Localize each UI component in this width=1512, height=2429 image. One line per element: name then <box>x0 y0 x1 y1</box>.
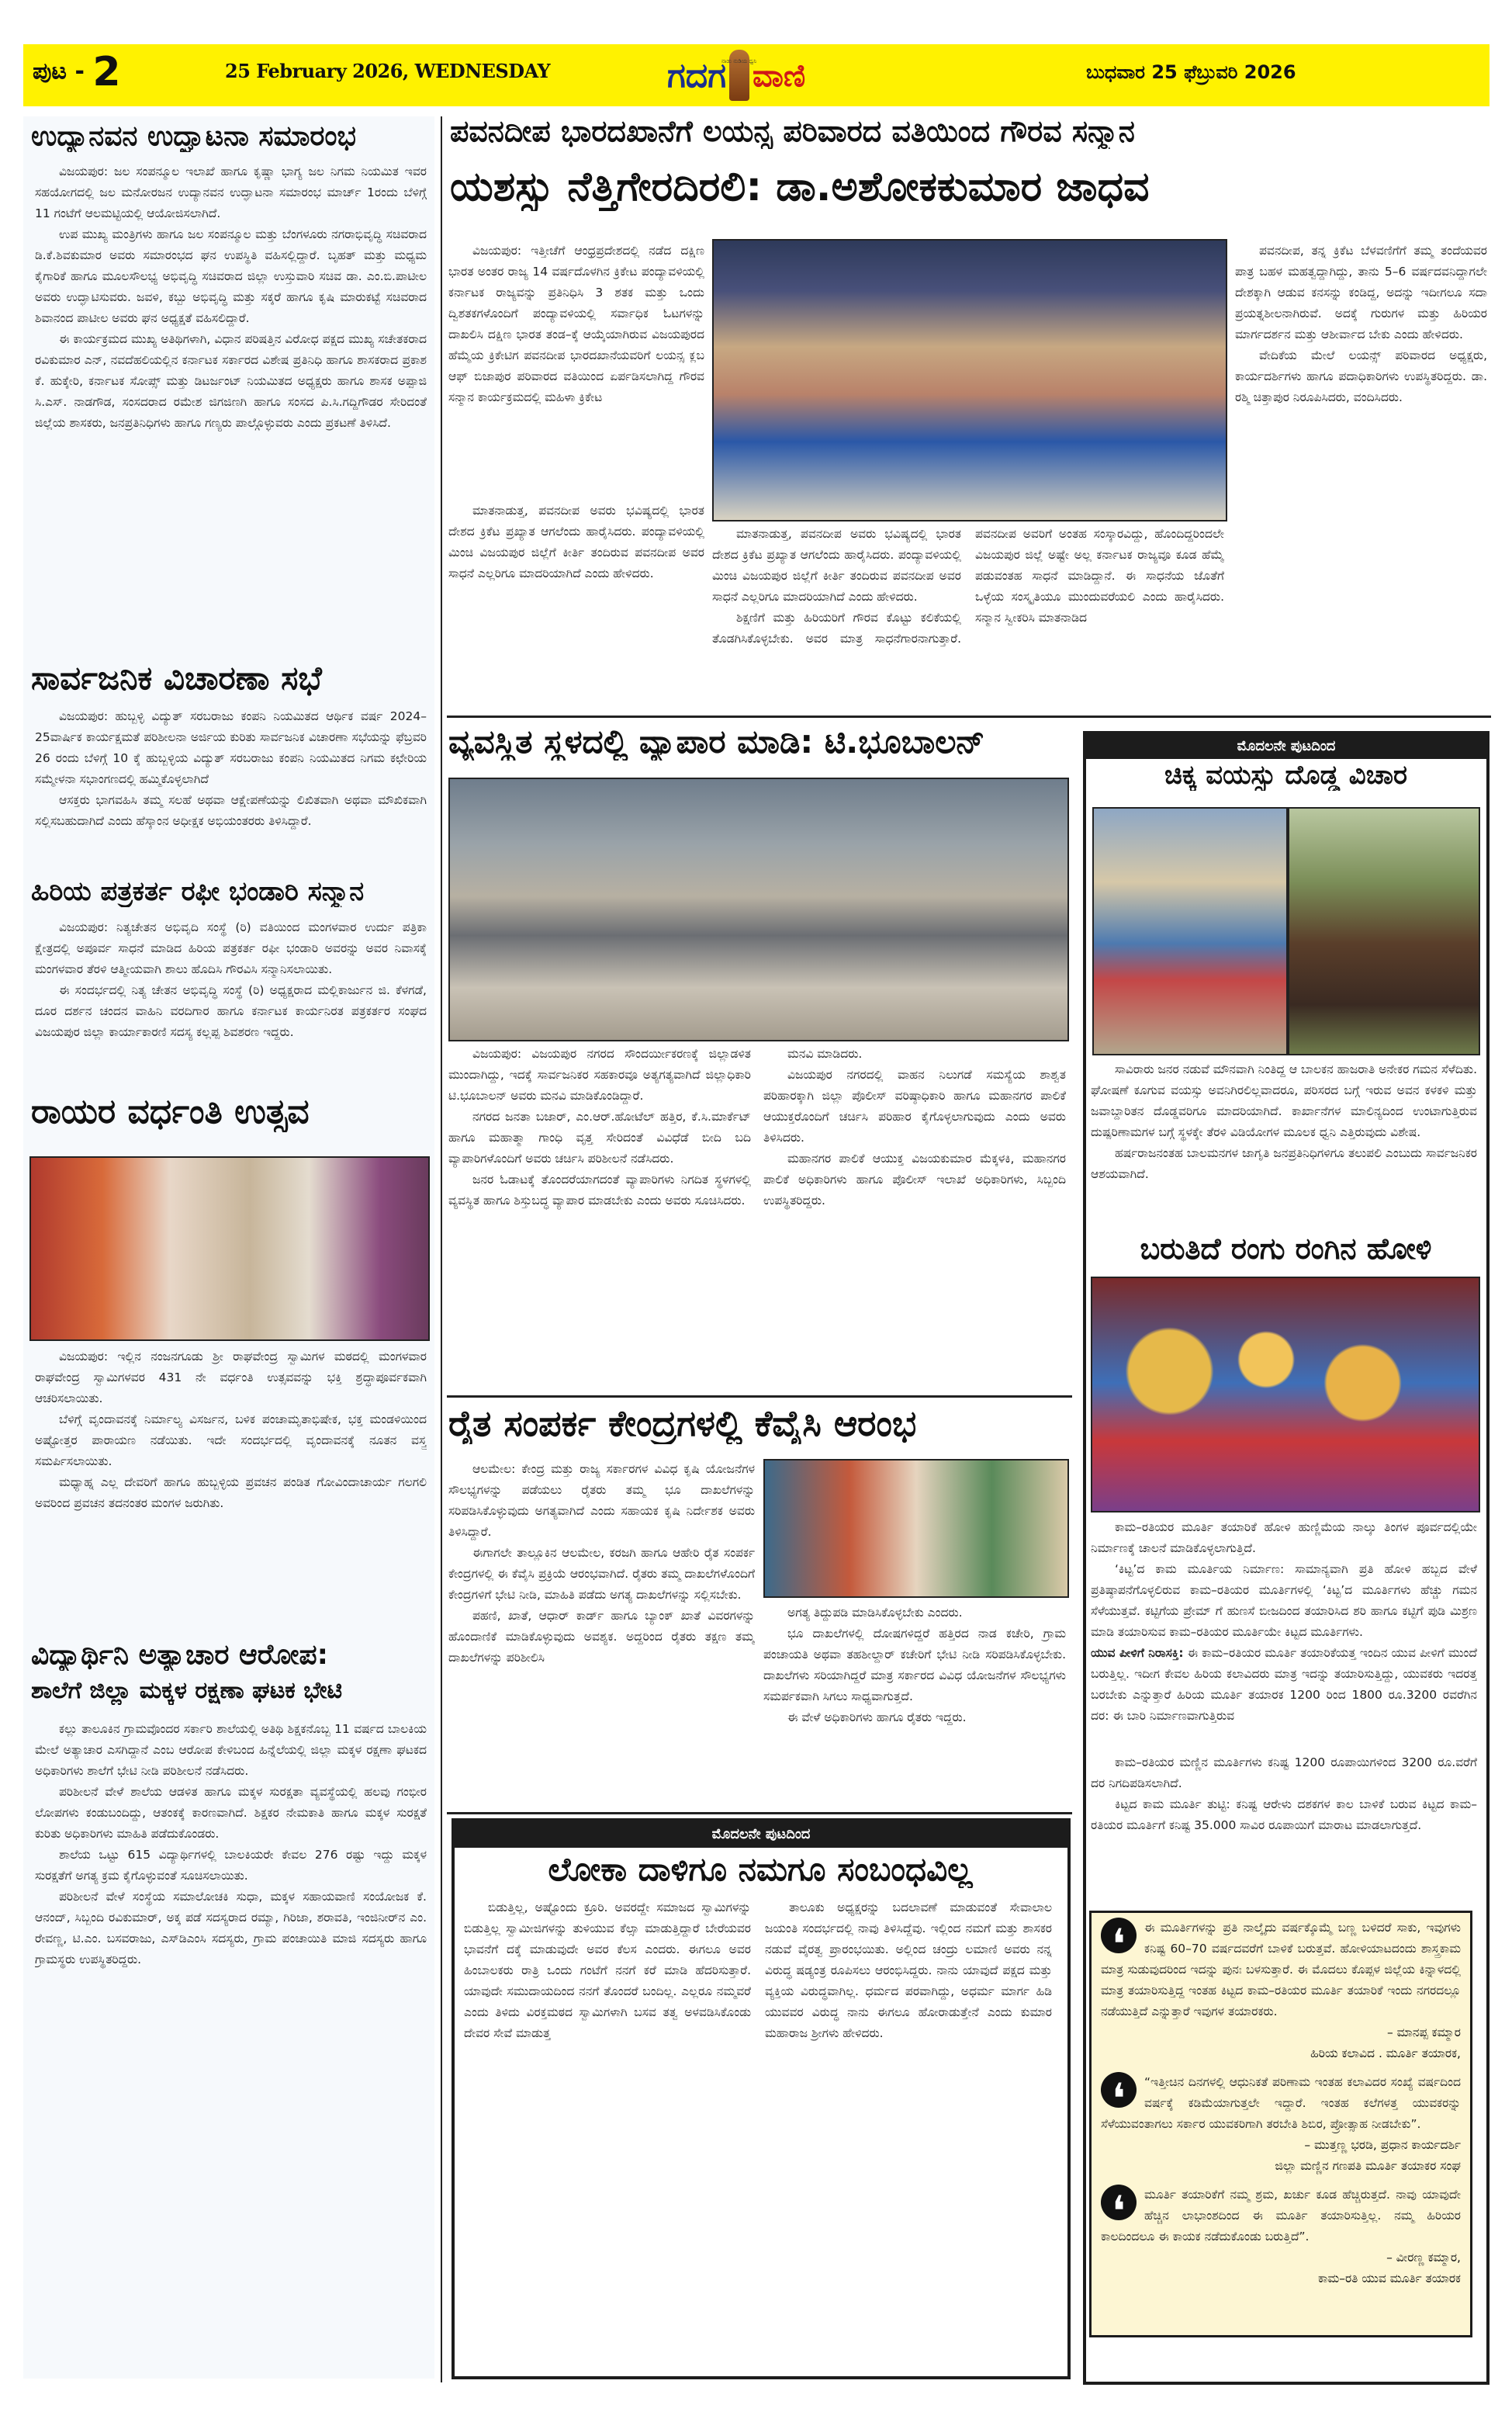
paragraph: ವಿಜಯಪುರ: ಇತ್ತೀಚೆಗೆ ಆಂಧ್ರಪ್ರದೇಶದಲ್ಲಿ ನಡೆದ ದಕ್ಷಿಣ ಭಾರತ ಅಂತರ ರಾಜ್ಯ 14 ವರ್ಷದೊಳಗಿನ ಕ್ರಿಕೇಟ ಪಂದ್ಯಾವಳಿಯಲ್ಲಿ ಕರ್ನಾಟಕ ರಾಜ್ಯವನ್ನು ಪ್ರತಿನಿಧಿಸಿ 3 ಶತಕ ಮತ್ತು ಒಂದು ದ್ವಿಶತಕಗಳೊಂದಿಗೆ ಪಂದ್ಯಾವಳಿಯಲ್ಲಿ ಸರ್ವಾಧಿಕ ಓಟಗಳನ್ನು ದಾಖಲಿಸಿ ದಕ್ಷಿಣ ಭಾರತ ತಂಡ–ಕ್ಕೆ ಆಯ್ಕೆಯಾಗಿರುವ ವಿಜಯಪುರದ ಹೆಮ್ಮೆಯ ಕ್ರಿಕೇಟಿಗ ಪವನದೀಪ ಭಾರದಖಾನೆಯವರಿಗೆ ಲಯನ್ಸ ಕ್ಲಬ ಆಫ್ ಬಿಜಾಪುರ ಪರಿವಾರದ ವತಿಯಿಂದ ಏರ್ಪಡಿಸಲಾಗಿದ್ದ ಗೌರವ ಸನ್ಮಾನ ಕಾರ್ಯಕ್ರಮದಲ್ಲಿ ಮಹಿಳಾ ಕ್ರಿಕೇಟ <box>448 244 704 404</box>
paragraph: ವಿಜಯಪುರ: ನಿತ್ಯಚೇತನ ಅಭಿವೃದಿ ಸಂಸ್ಥೆ (ರಿ) ವತಿಯಿಂದ ಮಂಗಳವಾರ ಉರ್ದು ಪತ್ರಿಕಾ ಕ್ಷೇತ್ರದಲ್ಲಿ ಅಪೂರ್ವ ಸಾಧನೆ ಮಾಡಿದ ಹಿರಿಯ ಪತ್ರಕರ್ತ ರಫೀ ಭಂಡಾರಿ ಅವರನ್ನು ಅವರ ನಿವಾಸಕ್ಕೆ ಮಂಗಳವಾರ ತೆರಳಿ ಆತ್ಮೀಯವಾಗಿ ಶಾಲು ಹೊದಿಸಿ ಗೌರವಿಸಿ ಸನ್ಮಾನಿಸಲಾಯಿತು. <box>35 920 427 976</box>
paragraph: ಈ ಕಾರ್ಯಕ್ರಮದ ಮುಖ್ಯ ಅತಿಥಿಗಳಾಗಿ, ವಿಧಾನ ಪರಿಷತ್ತಿನ ವಿರೋಧ ಪಕ್ಷದ ಮುಖ್ಯ ಸಚೇತಕರಾದ ರವಿಕುಮಾರ ಎನ್, ನವದೆಹಲಿಯಲ್ಲಿನ ಕರ್ನಾಟಕ ಸರ್ಕಾರದ ವಿಶೇಷ ಪ್ರತಿನಿಧಿ ಹಾಗೂ ಶಾಸಕರಾದ ಪ್ರಕಾಶ ಕೆ. ಹುಕ್ಕೇರಿ, ಕರ್ನಾಟಕ ಸೋಪ್ಸ್ ಮತ್ತು ಡಿಟರ್ಜಂಟ್ ನಿಯಮಿತದ ಅಧ್ಯಕ್ಷರು ಹಾಗೂ ಶಾಸಕ ಅಪ್ಪಾಜಿ ಸಿ.ಎಸ್. ನಾಡಗೌಡ, ಸಂಸದರಾದ ರಮೇಶ ಜಿಗಜಿಣಗಿ ಹಾಗೂ ಸಂಸದ ಪಿ.ಸಿ.ಗದ್ದಿಗೌಡರ ಸೇರಿದಂತೆ ಜಿಲ್ಲೆಯ ಶಾಸಕರು, ಜನಪ್ರತಿನಿಧಿಗಳು ಹಾಗೂ ಗಣ್ಯರು ಪಾಲ್ಗೊಳ್ಳುವರು ಎಂದು ಪ್ರಕಟಣೆ ತಿಳಿಸಿದೆ. <box>35 332 427 430</box>
paragraph: ಪರಿಶೀಲನೆ ವೇಳೆ ಸಂಸ್ಥೆಯ ಸಮಾಲೋಚಕಿ ಸುಧಾ, ಮಕ್ಕಳ ಸಹಾಯವಾಣಿ ಸಂಯೋಜಕ ಕೆ. ಆನಂದ್, ಸಿಬ್ಬಂದಿ ರವಿಕುಮಾರ್, ಅಕ್ಕ ಪಡೆ ಸದಸ್ಯರಾದ ರಮ್ಯಾ, ಗಿರಿಜಾ, ಶರಾವತಿ, ಇಂಜಿನೀರ್‌ನ ಎಂ. ರೇವಣ್ಣ, ಟಿ.ಎಂ. ಬಸವರಾಜು, ಎಸ್‌ಡಿಎಂಸಿ ಸದಸ್ಯರು, ಗ್ರಾಮ ಪಂಚಾಯಿತಿ ಮಾಜಿ ಸದಸ್ಯರು ಹಾಗೂ ಗ್ರಾಮಸ್ಥರು ಉಪಸ್ಥಿತರಿದ್ದರು. <box>35 1890 427 1966</box>
paragraph: ಈ ಸಂದರ್ಭದಲ್ಲಿ ನಿತ್ಯ ಚೇತನ ಅಭಿವೃದ್ಧಿ ಸಂಸ್ಥೆ (ರಿ) ಅಧ್ಯಕ್ಷರಾದ ಮಲ್ಲಿಕಾರ್ಜುನ ಜಿ. ಕೆಳಗಡೆ, ದೂರ ದರ್ಶನ ಚಂದನ ವಾಹಿನಿ ವರದಿಗಾರ ಹಾಗೂ ಕರ್ನಾಟಕ ಕಾರ್ಯನಿರತ ಪತ್ರಕರ್ತರ ಸಂಘದ ವಿಜಯಪುರ ಜಿಲ್ಲಾ ಕಾರ್ಯಾಕಾರಣಿ ಸದಸ್ಯ ಕಲ್ಲಪ್ಪ ಶಿವಶರಣ ಇದ್ದರು. <box>35 983 427 1039</box>
paragraph: ಈ ವೇಳೆ ಅಧಿಕಾರಿಗಳು ಹಾಗೂ ರೈತರು ಇದ್ದರು. <box>787 1710 967 1724</box>
paragraph-with-subhead <box>1091 1643 1477 1727</box>
newspaper-logo <box>667 47 805 103</box>
section-rule <box>447 716 1491 718</box>
paragraph: ಕಾಮ–ರತಿಯರ ಮಣ್ಣಿನ ಮೂರ್ತಿಗಳು ಕನಿಷ್ಟ 1200 ರೂಪಾಯಿಗಳಿಂದ 3200 ರೂ.ವರೆಗೆ ದರ ನಿಗದಿಪಡಿಸಲಾಗಿದೆ. <box>1091 1755 1477 1790</box>
logo-text-gadaga: ಗದಗ <box>667 55 727 95</box>
paragraph: ಪಹಣಿ, ಖಾತೆ, ಆಧಾರ್ ಕಾರ್ಡ್ ಹಾಗೂ ಬ್ಯಾಂಕ್ ಖಾತೆ ವಿವರಗಳನ್ನು ಹೊಂದಾಣಿಕೆ ಮಾಡಿಕೊಳ್ಳುವುದು ಅವಶ್ಯಕ. ಅದ್ದರಿಂದ ರೈತರು ತಕ್ಷಣ ತಮ್ಮ ದಾಖಲೆಗಳನ್ನು ಪರಿಶೀಲಿಸಿ <box>448 1609 755 1665</box>
quote-text: ಮೂರ್ತಿ ತಯಾರಿಕೆಗೆ ನಮ್ಮ ಶ್ರಮ, ಖರ್ಚು ಕೂಡ ಹೆಚ್ಚಿರುತ್ತದೆ. ನಾವು ಯಾವುದೇ ಹೆಚ್ಚಿನ ಲಾಭಾಂಶದಿಂದ ಈ ಮೂರ್ತಿ ತಯಾರಿಸುತ್ತಿಲ್ಲ. ನಮ್ಮ ಹಿರಿಯರ ಕಾಲದಿಂದಲೂ ಈ ಕಾಯಕ ನಡೆದುಕೊಂಡು ಬರುತ್ತಿದೆ”. <box>1101 2188 1461 2244</box>
paragraph: ಕಿಟ್ಟದ ಕಾಮ ಮೂರ್ತಿ ತುಟ್ಟಿ: ಕನಿಷ್ಟ ಆರೇಳು ದಶಕಗಳ ಕಾಲ ಬಾಳಿಕೆ ಬರುವ ಕಿಟ್ಟದ ಕಾಮ–ರತಿಯರ ಮೂರ್ತಿಗೆ ಕನಿಷ್ಟ 35.000 ಸಾವಿರ ರೂಪಾಯಿಗೆ ಮಾರಾಟ ಮಾಡಲಾಗುತ್ತದೆ. <box>1091 1797 1477 1832</box>
kannada-date: ಬುಧವಾರ 25 ಫೆಬ್ರುವರಿ 2026 <box>1086 61 1296 83</box>
column-divider <box>441 116 442 2382</box>
farmers-col1 <box>448 1459 755 1804</box>
paragraph: ಹರ್ಷರಾಜನಂತಹ ಬಾಲಮನಗಳ ಜಾಗೃತಿ ಜನಪ್ರತಿನಿಧಿಗಳಿಗೂ ತಲುಪಲಿ ಎಂಬುದು ಸಾರ್ವಜನಿಕರ ಆಶಯವಾಗಿದೆ. <box>1091 1146 1477 1181</box>
paragraph: ಆಲಮೇಲ: ಕೇಂದ್ರ ಮತ್ತು ರಾಜ್ಯ ಸರ್ಕಾರಗಳ ವಿವಿಧ ಕೃಷಿ ಯೋಜನೆಗಳ ಸೌಲಭ್ಯಗಳನ್ನು ಪಡೆಯಲು ರೈತರು ತಮ್ಮ ಭೂ ದಾಖಲೆಗಳನ್ನು ಸರಿಪಡಿಸಿಕೊಳ್ಳುವುದು ಅಗತ್ಯವಾಗಿದೆ ಎಂದು ಸಹಾಯಕ ಕೃಷಿ ನಿರ್ದೇಶಕ ಅವರು ತಿಳಿಸಿದ್ದಾರೆ. <box>448 1462 755 1539</box>
subhead-text: ಈ ಕಾಮ–ರತಿಯರ ಮೂರ್ತಿ ತಯಾರಿಕೆಯತ್ತ ಇಂದಿನ ಯುವ ಪೀಳಿಗೆ ಮುಂದೆ ಬರುತ್ತಿಲ್ಲ. ಇದೀಗ ಕೇವಲ ಹಿರಿಯ ಕಲಾವಿದರು ಮಾತ್ರ ಇದನ್ನು ತಯಾರಿಸುತ್ತಿದ್ದು, ಯುವಕರು ಇದರತ್ತ ಬರಬೇಕು ಎನ್ನುತ್ತಾರೆ ಹಿರಿಯ ಮೂರ್ತಿ ತಯಾರಕ 1200 ರಿಂದ 1800 ರೂ.3200 ರವರೆಗಿನ ದರ: ಈ ಬಾರಿ ನಿರ್ಮಾಣವಾಗುತ್ತಿರುವ <box>1091 1646 1477 1723</box>
headline-farmers-kyc: ರೈತ ಸಂಪರ್ಕ ಕೇಂದ್ರಗಳಲ್ಲಿ ಕೆವೈಸಿ ಆರಂಭ <box>448 1403 917 1444</box>
masthead-band <box>23 44 1490 106</box>
photo-farmers-center <box>763 1459 1069 1598</box>
paragraph: ಮಹಾನಗರ ಪಾಲಿಕೆ ಆಯುಕ್ತ ವಿಜಯಕುಮಾರ ಮೆಕ್ಕಳಕಿ, ಮಹಾನಗರ ಪಾಲಿಕೆ ಅಧಿಕಾರಿಗಳು ಹಾಗೂ ಪೊಲೀಸ್ ಇಲಾಖೆ ಅಧಿಕಾರಿಗಳು, ಸಿಬ್ಬಂದಿ ಉಪಸ್ಥಿತರಿದ್ದರು. <box>763 1152 1066 1208</box>
headline-chikka-vayassu: ಚಿಕ್ಕ ವಯಸ್ಸು ದೊಡ್ಡ ವಿಚಾರ <box>1164 761 1407 791</box>
paragraph: ಆಸಕ್ತರು ಭಾಗವಹಿಸಿ ತಮ್ಮ ಸಲಹೆ ಅಥವಾ ಆಕ್ಷೇಪಣೆಯನ್ನು ಲಿಖಿತವಾಗಿ ಅಥವಾ ಮೌಖಿಕವಾಗಿ ಸಲ್ಲಿಸಬಹುದಾಗಿದೆ ಎಂದು ಹೆಸ್ಕಾಂನ ಅಧೀಕ್ಷಕ ಅಭಿಯಂತರರು ತಿಳಿಸಿದ್ದಾರೆ. <box>35 793 427 828</box>
subhead-youth: ಯುವ ಪೀಳಿಗೆ ನಿರಾಸಕ್ತಿ: <box>1091 1646 1184 1660</box>
headline-rayara-vardhanti: ರಾಯರ ವರ್ಧಂತಿ ಉತ್ಸವ <box>31 1093 310 1131</box>
paragraph: ಮಧ್ಯಾಹ್ನ ಎಲ್ಲ ದೇವರಿಗೆ ಹಾಗೂ ಹುಬ್ಬಳ್ಳಿಯ ಪ್ರವಚನ ಪಂಡಿತ ಗೋವಿಂದಾಚಾರ್ಯ ಗಲಗಲಿ ಅವರಿಂದ ಪ್ರವಚನ ತದನಂತರ ಮಂಗಳ ಜರುಗಿತು. <box>35 1475 427 1510</box>
paragraph: ವಿಜಯಪುರ: ವಿಜಯಪುರ ನಗರದ ಸೌಂದರ್ಯೀಕರಣಕ್ಕೆ ಜಿಲ್ಲಾಡಳಿತ ಮುಂದಾಗಿದ್ದು, ಇದಕ್ಕೆ ಸಾರ್ವಜನಿಕರ ಸಹಕಾರವೂ ಅತ್ಯಗತ್ಯವಾಗಿದೆ ಜಿಲ್ಲಾಧಿಕಾರಿ ಟಿ.ಭೂಬಾಲನ್ ಅವರು ಮನವಿ ಮಾಡಿಕೊಂಡಿದ್ದಾರೆ. <box>448 1047 751 1103</box>
photo-vardhanti-ceremony <box>29 1156 430 1341</box>
article-student-assault-body <box>35 1719 427 2371</box>
page-number-label <box>33 49 121 95</box>
paragraph: ತಾಲೂಕು ಅಧ್ಯಕ್ಷರನ್ನು ಬದಲಾವಣೆ ಮಾಡುವಂತೆ ಸೇವಾಲಾಲ ಜಯಂತಿ ಸಂದರ್ಭದಲ್ಲಿ ನಾವು ತಿಳಿಸಿದ್ದೆವು. ಇಲ್ಲಿಂದ ನಮಗೆ ಮತ್ತು ಶಾಸಕರ ನಡುವೆ ವೈರತ್ವ ಪ್ರಾರಂಭಯಿತು. ಅಲ್ಲಿಂದ ಚಂದ್ರು ಲಮಾಣಿ ಅವರು ನನ್ನ ವಿರುದ್ಧ ಷಡ್ಯಂತ್ರ ರೂಪಿಸಲು ಆರಂಭಿಸಿದ್ದರು. ನಾನು ಯಾವುದೆ ಪಕ್ಷದ ಮತ್ತು ವ್ಯಕ್ತಿಯ ವಿರುದ್ಧವಾಗಿಲ್ಲ. ಧರ್ಮದ ಪರವಾಗಿದ್ದು, ಅಧರ್ಮ ಮಾರ್ಗ ಹಿಡಿ ಯುವವರ ವಿರುದ್ಧ ನಾನು ಈಗಲೂ ಹೋರಾಡುತ್ತೇನೆ ಎಂದು ಕುಮಾರ ಮಹಾರಾಜ ಶ್ರೀಗಳು ಹೇಳಿದರು. <box>765 1901 1052 2040</box>
logo-text-vani: ವಾಣಿ <box>753 57 806 94</box>
section-rule <box>447 1812 1072 1814</box>
right-kicker: ಮೊದಲನೇ ಪುಟದಿಂದ <box>1086 734 1486 759</box>
logo-tagline: ನಾಡು ನುಡಿಯ ಧ್ವನಿ <box>721 58 757 64</box>
quote-text: “ಇತ್ತೀಚಿನ ದಿನಗಳಲ್ಲಿ ಆಧುನಿಕತೆ ಪರಿಣಾಮ ಇಂತಹ ಕಲಾವಿದರ ಸಂಖ್ಯೆ ವರ್ಷದಿಂದ ವರ್ಷಕ್ಕೆ ಕಡಿಮೆಯಾಗುತ್ತಲೇ ಇದ್ದಾರೆ. ಇಂತಹ ಕಲೆಗಳತ್ತ ಯುವಕರನ್ನು ಸೆಳೆಯುವಂತಾಗಲು ಸರ್ಕಾರ ಯುವಕರಿಗಾಗಿ ತರಬೇತಿ ಶಿಬಿರ, ಪ್ರೋತ್ಸಾಹ ನೀಡಬೇಕು”. <box>1101 2075 1461 2131</box>
quote-icon: ❛ <box>1101 2072 1137 2108</box>
page-number: 2 <box>92 49 121 95</box>
lead-kicker: ಪವನದೀಪ ಭಾರದಖಾನೆಗೆ ಲಯನ್ಸ ಪರಿವಾರದ ವತಿಯಿಂದ ಗೌರವ ಸನ್ಮಾನ <box>450 115 1135 148</box>
article-vardhanti-body <box>35 1346 427 1634</box>
quote-attribution-name: – ಮಾನಪ್ಪ ಕಮ್ಮಾರ <box>1386 2025 1461 2039</box>
paragraph: ಮನವಿ ಮಾಡಿದರು. <box>787 1047 863 1061</box>
logo-figure-icon <box>729 50 749 101</box>
quote-attribution-title: ಜಿಲ್ಲಾ ಮಣ್ಣಿನ ಗಣಪತಿ ಮೂರ್ತಿ ತಯಾಕರ ಸಂಘ <box>1275 2159 1461 2173</box>
market-col2 <box>763 1044 1066 1385</box>
headline-public-hearing: ಸಾರ್ವಜನಿಕ ವಿಚಾರಣಾ ಸಭೆ <box>31 660 322 697</box>
quote-icon: ❛ <box>1101 1918 1137 1953</box>
headline-market: ವ್ಯವಸ್ಥಿತ ಸ್ಥಳದಲ್ಲಿ ವ್ಯಾಪಾರ ಮಾಡಿ: ಟಿ.ಭೂಬಾಲನ್ <box>448 723 985 761</box>
farmers-col2 <box>763 1603 1066 1804</box>
paragraph: ಶಾಲೆಯ ಒಟ್ಟು 615 ವಿದ್ಯಾರ್ಥಿಗಳಲ್ಲಿ ಬಾಲಕಿಯರೇ ಕೇವಲ 276 ರಷ್ಟು ಇದ್ದು ಮಕ್ಕಳ ಸುರಕ್ಷತೆಗೆ ಅಗತ್ಯ ಕ್ರಮ ಕೈಗೊಳ್ಳುವಂತೆ ಸೂಚಿಸಲಾಯಿತು. <box>35 1848 427 1883</box>
paragraph: ಅಗತ್ಯ ತಿದ್ದುಪಡಿ ಮಾಡಿಸಿಕೊಳ್ಳಬೇಕು ಎಂದರು. <box>787 1606 963 1620</box>
holi-body-tail <box>1091 1752 1477 1900</box>
quote-item <box>1101 1918 1461 2064</box>
lead-col1 <box>448 241 704 497</box>
paragraph: ವಿಜಯಪುರ: ಹುಬ್ಬಳ್ಳಿ ವಿದ್ಯುತ್ ಸರಬರಾಜು ಕಂಪನಿ ನಿಯಮಿತದ ಆರ್ಥಿಕ ವರ್ಷ 2024–25ವಾರ್ಷಿಕ ಕಾರ್ಯಕ್ಷಮತೆ ಪರಿಶೀಲನಾ ಅರ್ಜಿಯ ಕುರಿತು ಸಾರ್ವಜನಿಕ ವಿಚಾರಣಾ ಸಭೆಯನ್ನು ಫೆಬ್ರವರಿ 26 ರಂದು ಬೆಳಿಗ್ಗೆ 10 ಕ್ಕೆ ಹುಬ್ಬಳ್ಳಿಯ ವಿದ್ಯುತ್ ಸರಬರಾಜು ಕಂಪನಿ ನಿಯಮಿತದ ನಿಗಮ ಕಛೇರಿಯ ಸಮ್ಮೇಳನಾ ಸಭಾಂಗಣದಲ್ಲಿ ಹಮ್ಮಿಕೊಳ್ಳಲಾಗಿದೆ <box>35 709 427 786</box>
headline-holi: ಬರುತಿದೆ ರಂಗು ರಂಗಿನ ಹೋಳಿ <box>1140 1232 1432 1266</box>
photo-market-inspection <box>448 778 1069 1041</box>
headline-udyanavana: ಉದ್ಯಾನವನ ಉದ್ಘಾಟನಾ ಸಮಾರಂಭ <box>31 120 356 152</box>
lead-col1-cont <box>448 501 704 710</box>
loka-kicker: ಮೊದಲನೇ ಪುಟದಿಂದ <box>455 1821 1067 1848</box>
chikka-vayassu-body <box>1091 1059 1477 1226</box>
paragraph: ಬಿಡುತ್ತಿಲ್ಲ, ಅಷ್ಟೊಂದು ಕ್ರೂರಿ. ಅವರದ್ದೇ ಸಮಾಜದ ಸ್ವಾಮಿಗಳನ್ನು ಬಿಡುತ್ತಿಲ್ಲ ಸ್ವಾಮೀಜಿಗಳನ್ನು ತುಳಿಯುವ ಕೆಲ್ಸಾ ಮಾಡುತ್ತಿದ್ದಾರೆ ಬೇರೆಯವರ ಭಾವನೆಗೆ ದಕ್ಕೆ ಮಾಡುವುದೇ ಅವರ ಕೆಲಸ ಎಂದರು. ಈಗಲೂ ಅವರ ಹಿಂಬಾಲಕರು ರಾತ್ರಿ ಒಂದು ಗಂಟೆಗೆ ನನಗೆ ಕರೆ ಮಾಡಿ ಹೆದರಿಸುತ್ತಾರೆ. ಯಾವುದೇ ಸಮುದಾಯದಿಂದ ನನಗೆ ತೊಂದರೆ ಬಂದಿಲ್ಲ. ಎಲ್ಲರೂ ನಮ್ಮವರೆ ಎಂದು ತಿಳಿದು ವಿರಕ್ತಮಠದ ಸ್ವಾಮಿಗಳಾಗಿ ಬಸವ ತತ್ವ ಅಳವಡಿಸಿಕೊಂಡು ದೇವರ ಸೇವೆ ಮಾಡುತ್ತ <box>464 1901 751 2040</box>
photo-felicitation-group <box>712 239 1227 521</box>
paragraph: ‘ಕಿಟ್ಟ’ದ ಕಾಮ ಮೂರ್ತಿಯ ನಿರ್ಮಾಣ: ಸಾಮಾನ್ಯವಾಗಿ ಪ್ರತಿ ಹೋಳಿ ಹಬ್ಬದ ವೇಳೆ ಪ್ರತಿಷ್ಠಾಪನೆಗೊಳ್ಳಲಿರುವ ಕಾಮ–ರತಿಯರ ಮೂರ್ತಿಗಳಲ್ಲಿ ‘ಕಿಟ್ಟ’ದ ಮೂರ್ತಿಗಳು ಹೆಚ್ಚು ಗಮನ ಸೆಳೆಯುತ್ತವೆ. ಕಟ್ಟಿಗೆಯ ಪ್ರೇಮ್ ಗೆ ಹುಣಸೆ ಬೀಜದಿಂದ ತಯಾರಿಸಿದ ಶರಿ ಹಾಗೂ ಕಟ್ಟಿಗೆ ಪುಡಿ ಮಿಶ್ರಣ ಮಾಡಿ ತಯಾರಿಸುವ ಕಾಮ–ರತಿಯರ ಮೂರ್ತಿಯೇ ಕಿಟ್ಟದ ಮೂರ್ತಿಗಳು. <box>1091 1562 1477 1639</box>
english-date: 25 February 2026, WEDNESDAY <box>225 60 551 82</box>
quotes-box <box>1089 1911 1472 2337</box>
quote-attribution-name: – ವೀರಣ್ಣ ಕಮ್ಮಾರ, <box>1386 2251 1461 2264</box>
paragraph: ವಿಜಯಪುರ ನಗರದಲ್ಲಿ ವಾಹನ ನಿಲುಗಡೆ ಸಮಸ್ಯೆಯ ಶಾಶ್ವತ ಪರಿಹಾರಕ್ಕಾಗಿ ಜಿಲ್ಲಾ ಪೊಲೀಸ್ ವರಿಷ್ಠಾಧಿಕಾರಿ ಹಾಗೂ ಮಹಾನಗರ ಪಾಲಿಕೆ ಆಯುಕ್ತರೊಂದಿಗೆ ಚರ್ಚಿಸಿ ಪರಿಹಾರ ಕೈಗೊಳ್ಳಲಾಗುವುದು ಎಂದು ಅವರು ತಿಳಿಸಿದರು. <box>763 1068 1066 1145</box>
paragraph: ಸಾವಿರಾರು ಜನರ ನಡುವೆ ಮೌನವಾಗಿ ನಿಂತಿದ್ದ ಆ ಬಾಲಕನ ಹಾಜರಾತಿ ಅನೇಕರ ಗಮನ ಸೆಳೆದಿತು. ಘೋಷಣೆ ಕೂಗುವ ವಯಸ್ಸು ಅವನಿಗಿರಲಿಲ್ಲವಾದರೂ, ಪರಿಸರದ ಬಗ್ಗೆ ಇರುವ ಅವನ ಕಳಕಳಿ ಮತ್ತು ಜವಾಬ್ದಾರಿತನ ದೊಡ್ಡವರಿಗೂ ಮಾದರಿಯಾಗಿದೆ. ಕಾರ್ಖಾನೆಗಳ ಮಾಲಿನ್ಯದಿಂದ ಉಂಟಾಗುತ್ತಿರುವ ದುಷ್ಪರಿಣಾಮಗಳ ಬಗ್ಗೆ ಸ್ಥಳಕ್ಕೇ ತೆರಳಿ ವಿಡಿಯೋಗಳ ಮೂಲಕ ಧ್ವನಿ ಎತ್ತಿರುವುದು ವಿಶೇಷ. <box>1091 1062 1477 1139</box>
paragraph: ಶಿಕ್ಷಣಿಗೆ ಮತ್ತು ಹಿರಿಯರಿಗೆ ಗೌರವ ಕೊಟ್ಟು ಕಲಿಕೆಯಲ್ಲಿ ತೊಡಗಿಸಿಕೊಳ್ಳಬೇಕು. ಅವರ ಮಾತ್ರ ಸಾಧನೆಗಾರನಾಗುತ್ತಾರೆ. ಪವನದೀಪ ಅವರಿಗೆ ಅಂತಹ ಸಂಸ್ಕಾರವಿದ್ದು, ಹೊಂದಿದ್ದರಿಂದಲೇ ವಿಜಯಪುರ ಜಿಲ್ಲೆ ಅಷ್ಟೇ ಅಲ್ಲ ಕರ್ನಾಟಕ ರಾಜ್ಯವೂ ಕೂಡ ಹೆಮ್ಮೆ ಪಡುವಂತಹ ಸಾಧನೆ ಮಾಡಿದ್ದಾನೆ. ಈ ಸಾಧನೆಯ ಜೊತೆಗೆ ಒಳ್ಳೆಯ ಸಂಸ್ಕೃತಿಯೂ ಮುಂದುವರೆಯಲಿ ಎಂದು ಹಾರೈಸಿದರು. ಸನ್ಮಾನ ಸ್ವೀಕರಿಸಿ ಮಾತನಾಡಿದ <box>712 527 1224 646</box>
paragraph: ಕಲ್ಲು ತಾಲೂಕಿನ ಗ್ರಾಮವೊಂದರ ಸರ್ಕಾರಿ ಶಾಲೆಯಲ್ಲಿ ಅತಿಥಿ ಶಿಕ್ಷಕನೊಬ್ಬ 11 ವರ್ಷದ ಬಾಲಕಿಯ ಮೇಲೆ ಅತ್ಯಾಚಾರ ಎಸಗಿದ್ದಾನೆ ಎಂಬ ಆರೋಪ ಕೇಳಿಬಂದ ಹಿನ್ನೆಲೆಯಲ್ಲಿ ಜಿಲ್ಲಾ ಮಕ್ಕಳ ರಕ್ಷಣಾ ಘಟಕದ ಅಧಿಕಾರಿಗಳು ಶಾಲೆಗೆ ಭೇಟಿ ನೀಡಿ ಪರಿಶೀಲನೆ ನಡೆಸಿದರು. <box>35 1722 427 1778</box>
paragraph: ಕಾಮ–ರತಿಯರ ಮೂರ್ತಿ ತಯಾರಿಕೆ ಹೋಳಿ ಹುಣ್ಣಿಮೆಯ ನಾಲ್ಕು ತಿಂಗಳ ಪೂರ್ವದಲ್ಲಿಯೇ ನಿರ್ಮಾಣಕ್ಕೆ ಚಾಲನೆ ಮಾಡಿಕೊಳ್ಳಲಾಗುತ್ತಿದೆ. <box>1091 1520 1477 1555</box>
quote-attribution-title: ಕಾಮ–ರತಿ ಯುವ ಮೂರ್ತಿ ತಯಾರಕ <box>1318 2271 1461 2285</box>
paragraph: ಪರಿಶೀಲನೆ ವೇಳೆ ಶಾಲೆಯ ಆಡಳಿತ ಹಾಗೂ ಮಕ್ಕಳ ಸುರಕ್ಷತಾ ವ್ಯವಸ್ಥೆಯಲ್ಲಿ ಹಲವು ಗಂಭೀರ ಲೋಪಗಳು ಕಂಡುಬಂದಿದ್ದು, ಆತಂಕಕ್ಕೆ ಕಾರಣವಾಗಿದೆ. ಶಿಕ್ಷಕರ ನೇಮಕಾತಿ ಹಾಗೂ ಮಕ್ಕಳ ಸುರಕ್ಷತೆ ಕುರಿತು ಅಧಿಕಾರಿಗಳು ಮಾಹಿತಿ ಪಡೆದುಕೊಂಡರು. <box>35 1785 427 1841</box>
paragraph: ವಿಜಯಪುರ: ಜಲ ಸಂಪನ್ಮೂಲ ಇಲಾಖೆ ಹಾಗೂ ಕೃಷ್ಣಾ ಭಾಗ್ಯ ಜಲ ನಿಗಮ ನಿಯಮಿತ ಇವರ ಸಹಯೋಗದಲ್ಲಿ ಜಲ ಮನೋರಜನ ಉದ್ಯಾನವನ ಉದ್ಘಾಟನಾ ಸಮಾರಂಭ ಮಾರ್ಚ್ 1ರಂದು ಬೆಳಿಗ್ಗೆ 11 ಗಂಟೆಗೆ ಆಲಮಟ್ಟಿಯಲ್ಲಿ ಆಯೋಜಿಸಲಾಗಿದೆ. <box>35 165 427 220</box>
paragraph: ನಗರದ ಜನತಾ ಬಜಾರ್, ಎಂ.ಆರ್.ಹೋಟೆಲ್ ಹತ್ತಿರ, ಕೆ.ಸಿ.ಮಾರ್ಕೆಟ್ ಹಾಗೂ ಮಹಾತ್ಮಾ ಗಾಂಧಿ ವೃತ್ತ ಸೇರಿದಂತೆ ವಿವಿಧೆಡೆ ಬೀದಿ ಬದಿ ವ್ಯಾಪಾರಿಗಳೊಂದಿಗೆ ಅವರು ಚರ್ಚಿಸಿ ಪರಿಶೀಲನೆ ನಡೆಸಿದರು. <box>448 1110 751 1166</box>
lead-headline: ಯಶಸ್ಸು ನೆತ್ತಿಗೇರದಿರಲಿ: ಡಾ.ಅಶೋಕಕುಮಾರ ಜಾಧವ <box>450 165 1150 210</box>
headline-student-assault: ವಿದ್ಯಾರ್ಥಿನಿ ಅತ್ಯಾಚಾರ ಆರೋಪ: <box>31 1639 329 1671</box>
paragraph: ವೇದಿಕೆಯ ಮೇಲೆ ಲಯನ್ಸ್ ಪರಿವಾರದ ಅಧ್ಯಕ್ಷರು, ಕಾರ್ಯದರ್ಶಿಗಳು ಹಾಗೂ ಪದಾಧಿಕಾರಿಗಳು ಉಪಸ್ಥಿತರಿದ್ದರು. ಡಾ. ರಶ್ಮಿ ಚಿತ್ತಾಪುರ ನಿರೂಪಿಸಿದರು, ವಂದಿಸಿದರು. <box>1235 348 1487 404</box>
quote-item <box>1101 2185 1461 2289</box>
photo-protest-crowd <box>1092 807 1288 1055</box>
paragraph: ಈಗಾಗಲೇ ತಾಲ್ಲೂಕಿನ ಆಲಮೇಲ, ಕರಜಗಿ ಹಾಗೂ ಆಹೇರಿ ರೈತ ಸಂಪರ್ಕ ಕೇಂದ್ರಗಳಲ್ಲಿ ಈ ಕೆವೈಸಿ ಪ್ರಕ್ರಿಯೆ ಆರಂಭವಾಗಿದೆ. ರೈತರು ತಮ್ಮ ದಾಖಲೆಗಳೊಂದಿಗೆ ಕೇಂದ್ರಗಳಿಗೆ ಭೇಟಿ ನೀಡಿ, ಮಾಹಿತಿ ಪಡೆದು ಅಗತ್ಯ ದಾಖಲೆಗಳನ್ನು ಸಲ್ಲಿಸಬೇಕು. <box>448 1546 755 1602</box>
section-rule <box>447 1395 1072 1398</box>
loka-col1 <box>464 1897 751 2367</box>
quote-item <box>1101 2072 1461 2177</box>
lead-col2-3 <box>712 524 1224 710</box>
paragraph: ವಿಜಯಪುರ: ಇಲ್ಲಿನ ನಂಜನಗೂಡು ಶ್ರೀ ರಾಘವೇಂದ್ರ ಸ್ವಾಮಿಗಳ ಮಠದಲ್ಲಿ ಮಂಗಳವಾರ ರಾಘವೇಂದ್ರ ಸ್ವಾಮಿಗಳವರ 431 ನೇ ವರ್ಧಂತಿ ಉತ್ಸವವನ್ನು ಭಕ್ತಿ ಶ್ರದ್ಧಾಪೂರ್ವಕವಾಗಿ ಆಚರಿಸಲಾಯಿತು. <box>35 1350 427 1405</box>
paragraph: ಉಪ ಮುಖ್ಯ ಮಂತ್ರಿಗಳು ಹಾಗೂ ಜಲ ಸಂಪನ್ಮೂಲ ಮತ್ತು ಬೆಂಗಳೂರು ನಗರಾಭಿವೃದ್ಧಿ ಸಚಿವರಾದ ಡಿ.ಕೆ.ಶಿವಕುಮಾರ ಅವರು ಸಮಾರಂಭದ ಘನ ಉಪಸ್ಥಿತಿ ವಹಿಸಲ್ಲಿದ್ದಾರೆ. ಬೃಹತ್ ಮತ್ತು ಮಧ್ಯಮ ಕೈಗಾರಿಕೆ ಹಾಗೂ ಮೂಲಸೌಲಭ್ಯ ಅಭಿವೃದ್ಧಿ ಸಚಿವರಾದ ಜಿಲ್ಲಾ ಉಸ್ತುವಾರಿ ಸಚಿವ ಡಾ. ಎಂ.ಬಿ.ಪಾಟೀಲ ಅವರು ಉದ್ಘಾಟಿಸುವರು. ಜವಳಿ, ಕಬ್ಬು ಅಭಿವೃದ್ಧಿ ಮತ್ತು ಸಕ್ಕರೆ ಹಾಗೂ ಕೃಷಿ ಮಾರುಕಟ್ಟೆ ಸಚಿವರಾದ ಶಿವಾನಂದ ಪಾಟೀಲ ಅವರು ಘನ ಅಧ್ಯಕ್ಷತೆ ವಹಿಸಲಿದ್ದಾರೆ. <box>35 227 427 325</box>
photo-holi-idols <box>1091 1277 1480 1512</box>
headline-rafi-bhandari: ಹಿರಿಯ ಪತ್ರಕರ್ತ ರಫೀ ಭಂಡಾರಿ ಸನ್ಮಾನ <box>31 877 365 907</box>
market-col1 <box>448 1044 751 1385</box>
article-public-hearing-body <box>35 706 427 873</box>
paragraph: ಬೆಳಿಗ್ಗೆ ವೃಂದಾವನಕ್ಕೆ ನಿರ್ಮಾಲ್ಯ ವಿಸರ್ಜನ, ಬಳಿಕ ಪಂಚಾಮೃತಾಭಿಷೇಕ, ಭಕ್ತ ಮಂಡಳಿಯಿಂದ ಅಷ್ಟೋತ್ತರ ಪಾರಾಯಣ ನಡೆಯಿತು. ಇದೇ ಸಂದರ್ಭದಲ್ಲಿ ವೃಂದಾವನಕ್ಕೆ ನೂತನ ವಸ್ತ್ರ ಸಮರ್ಪಿಸಲಾಯಿತು. <box>35 1412 427 1468</box>
page-label: ಪುಟ - <box>33 57 85 85</box>
quote-attribution-title: ಹಿರಿಯ ಕಲಾವಿದ . ಮೂರ್ತಿ ತಯಾರಕ, <box>1310 2046 1461 2060</box>
paragraph: ಮಾತನಾಡುತ್ತ, ಪವನದೀಪ ಅವರು ಭವಿಷ್ಯದಲ್ಲಿ ಭಾರತ ದೇಶದ ಕ್ರಿಕೆಟ ಪ್ರಖ್ಯಾತ ಆಗಲೆಂದು ಹಾರೈಸಿದರು. ಪಂದ್ಯಾವಳಿಯಲ್ಲಿ ಮಿಂಚಿ ವಿಜಯಪುರ ಜಿಲ್ಲೆಗೆ ಕೀರ್ತಿ ತಂದಿರುವ ಪವನದೀಪ ಅವರ ಸಾಧನೆ ಎಲ್ಲರಿಗೂ ಮಾದರಿಯಾಗಿದೆ ಎಂದು ಹೇಳಿದರು. <box>712 527 961 604</box>
paragraph: ಭೂ ದಾಖಲೆಗಳಲ್ಲಿ ದೋಷಗಳಿದ್ದರೆ ಹತ್ತಿರದ ನಾಡ ಕಚೇರಿ, ಗ್ರಾಮ ಪಂಚಾಯತಿ ಅಥವಾ ತಹಶೀಲ್ದಾರ್ ಕಚೇರಿಗೆ ಭೇಟಿ ನೀಡಿ ಸರಿಪಡಿಸಿಕೊಳ್ಳಬೇಕು. ದಾಖಲೆಗಳು ಸರಿಯಾಗಿದ್ದರೆ ಮಾತ್ರ ಸರ್ಕಾರದ ವಿವಿಧ ಯೋಜನೆಗಳ ಸೌಲಭ್ಯಗಳು ಸಮರ್ಪಕವಾಗಿ ಸಿಗಲು ಸಾಧ್ಯವಾಗುತ್ತದೆ. <box>763 1627 1066 1703</box>
article-rafi-bhandari-body <box>35 917 427 1084</box>
quote-text: ಈ ಮೂರ್ತಿಗಳನ್ನು ಪ್ರತಿ ನಾಲ್ಕೈದು ವರ್ಷಕ್ಕೊಮ್ಮೆ ಬಣ್ಣ ಬಳಿದರೆ ಸಾಕು, ಇವುಗಳು ಕನಿಷ್ಟ 60–70 ವರ್ಷದವರೆಗೆ ಬಾಳಿಕೆ ಬರುತ್ತವೆ. ಹೋಳಿಯಾಟದಂದು ಶಾಸ್ತ್ರಕಾಮ ಮಾತ್ರ ಸುಡುವುದರಿಂದ ಇದನ್ನು ಪುನಃ ಬಳಸುತ್ತಾರೆ. ಈ ಮೊದಲು ಕೊಪ್ಪಳ ಜಿಲ್ಲೆಯ ಕಿನ್ನಾಳದಲ್ಲಿ ಮಾತ್ರ ತಯಾರಿಸುತ್ತಿದ್ದ ಇಂತಹ ಕಿಟ್ಟದ ಕಾಮ–ರತಿಯರ ಮೂರ್ತಿ ತಯಾರಿಕೆ ಇಂದು ನಗರದಲ್ಲೂ ನಡೆಯುತ್ತಿದೆ ಎನ್ನುತ್ತಾರೆ ಇವುಗಳ ತಯಾರಕರು. <box>1101 1921 1461 2018</box>
paragraph: ಜನರ ಓಡಾಟಕ್ಕೆ ತೊಂದರೆಯಾಗದಂತೆ ವ್ಯಾಪಾರಿಗಳು ನಿಗದಿತ ಸ್ಥಳಗಳಲ್ಲಿ ವ್ಯವಸ್ಥಿತ ಹಾಗೂ ಶಿಸ್ತುಬದ್ಧ ವ್ಯಾಪಾರ ಮಾಡಬೇಕು ಎಂದು ಅವರು ಸೂಚಿಸಿದರು. <box>448 1173 751 1208</box>
paragraph: ಮಾತನಾಡುತ್ತ, ಪವನದೀಪ ಅವರು ಭವಿಷ್ಯದಲ್ಲಿ ಭಾರತ ದೇಶದ ಕ್ರಿಕೆಟ ಪ್ರಖ್ಯಾತ ಆಗಲೆಂದು ಹಾರೈಸಿದರು. ಪಂದ್ಯಾವಳಿಯಲ್ಲಿ ಮಿಂಚಿ ವಿಜಯಪುರ ಜಿಲ್ಲೆಗೆ ಕೀರ್ತಿ ತಂದಿರುವ ಪವನದೀಪ ಅವರ ಸಾಧನೆ ಎಲ್ಲರಿಗೂ ಮಾದರಿಯಾಗಿದೆ ಎಂದು ಹೇಳಿದರು. <box>448 504 704 580</box>
quote-icon: ❛ <box>1101 2185 1137 2220</box>
paragraph: ಪವನದೀಪ, ತನ್ನ ಕ್ರಿಕೆಟ ಬೆಳವಣಿಗೆಗೆ ತಮ್ಮ ತಂದೆಯವರ ಪಾತ್ರ ಬಹಳ ಮಹತ್ವದ್ದಾಗಿದ್ದು, ತಾನು 5–6 ವರ್ಷದವನಿದ್ದಾಗಲೇ ದೇಶಕ್ಕಾಗಿ ಆಡುವ ಕನಸನ್ನು ಕಂಡಿದ್ದ, ಅದನ್ನು ಇದೀಗಲೂ ಸದಾ ಪ್ರಯತ್ನಶೀಲನಾಗಿರುವೆ. ಅದಕ್ಕೆ ಗುರುಗಳ ಮತ್ತು ಹಿರಿಯರ ಮಾರ್ಗದರ್ಶನ ಮತ್ತು ಆಶೀರ್ವಾದ ಬೇಕು ಎಂದು ಹೇಳಿದರು. <box>1235 244 1487 341</box>
quote-attribution-name: – ಮುತ್ತಣ್ಣ ಭರಡಿ, ಪ್ರಧಾನ ಕಾರ್ಯದರ್ಶಿ <box>1304 2138 1461 2152</box>
article-udyanavana-body <box>35 161 427 650</box>
subheadline-child-protection: ಶಾಲೆಗೆ ಜಿಲ್ಲಾ ಮಕ್ಕಳ ರಕ್ಷಣಾ ಘಟಕ ಭೇಟಿ <box>31 1678 343 1704</box>
lead-col4 <box>1235 241 1487 710</box>
holi-body <box>1091 1517 1477 1750</box>
headline-loka: ಲೋಕಾ ದಾಳಿಗೂ ನಮಗೂ ಸಂಬಂಧವಿಲ್ಲ <box>548 1851 973 1888</box>
loka-col2 <box>765 1897 1052 2367</box>
photo-boy-hands <box>1288 807 1480 1055</box>
